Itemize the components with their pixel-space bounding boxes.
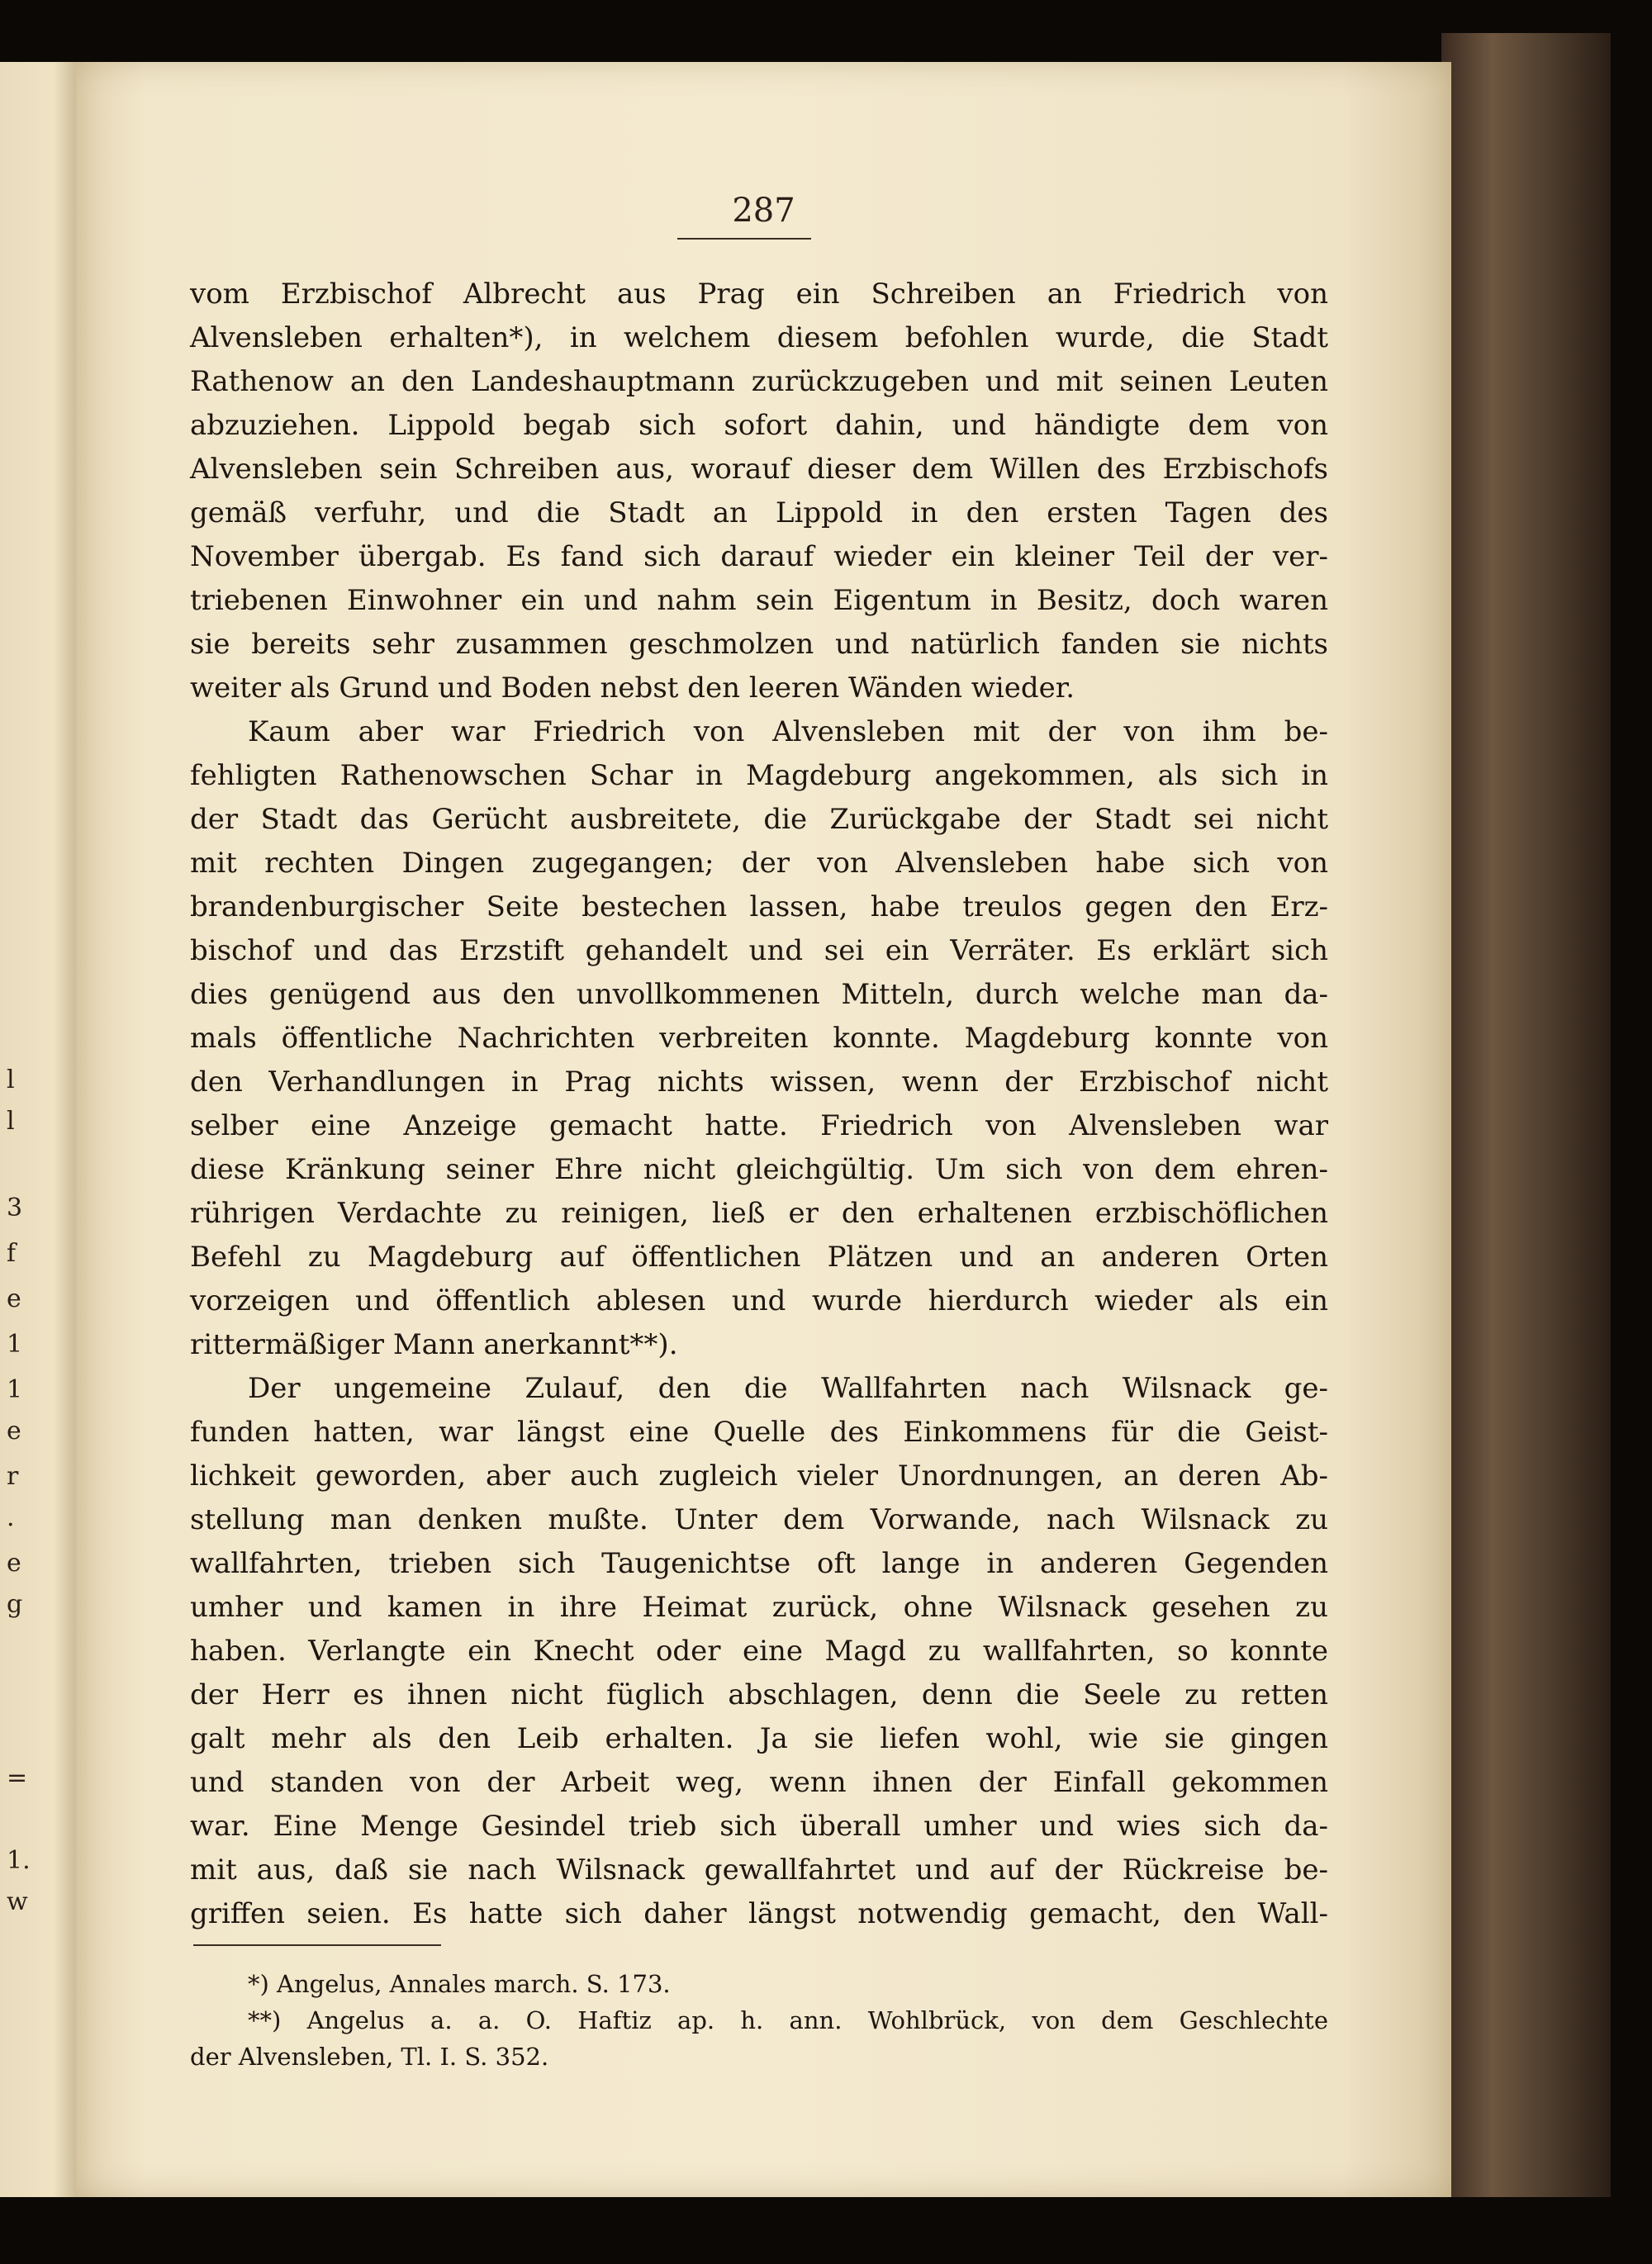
book-spine [1441,33,1611,2197]
text-line: selber eine Anzeige gemacht hatte. Friedrich von Alvensleben war [190,1109,1328,1142]
prev-page-fragment: r [7,1462,19,1491]
text-line: vorzeigen und öffentlich ablesen und wurde hierdurch wieder als ein [190,1284,1328,1317]
footnote-continuation: der Alvensleben, Tl. I. S. 352. [190,2043,549,2071]
text-line: Alvensleben sein Schreiben aus, worauf dieser dem Willen des Erzbischofs [190,453,1328,486]
prev-page-fragment: l [7,1066,15,1094]
prev-page-fragment: e [7,1284,21,1313]
text-line: lichkeit geworden, aber auch zugleich vieler Unordnungen, an deren Ab- [190,1459,1328,1493]
prev-page-fragment: 1. [7,1846,31,1875]
text-line: der Stadt das Gerücht ausbreitete, die Zurückgabe der Stadt sei nicht [190,803,1328,836]
text-line: sie bereits sehr zusammen geschmolzen und natürlich fanden sie nichts [190,628,1328,661]
text-line: der Herr es ihnen nicht füglich abschlagen, denn die Seele zu retten [190,1678,1328,1711]
prev-page-fragment: g [7,1590,23,1619]
prev-page-fragment: 1 [7,1330,23,1359]
text-line: Alvensleben erhalten*), in welchem diesem befohlen wurde, die Stadt [190,321,1328,354]
text-line: rührigen Verdachte zu reinigen, ließ er den erhaltenen erzbischöflichen [190,1197,1328,1230]
text-line: Der ungemeine Zulauf, den die Wallfahrten nach Wilsnack ge- [248,1372,1328,1405]
prev-page-fragment: 3 [7,1194,23,1222]
text-line: griffen seien. Es hatte sich daher längst notwendig gemacht, den Wall- [190,1897,1328,1930]
text-line: diese Kränkung seiner Ehre nicht gleichgültig. Um sich von dem ehren- [190,1153,1328,1186]
book-page [76,62,1451,2197]
text-line: bischof und das Erzstift gehandelt und sei ein Verräter. Es erklärt sich [190,934,1328,967]
text-line: stellung man denken mußte. Unter dem Vorwande, nach Wilsnack zu [190,1503,1328,1536]
text-line: mit rechten Dingen zugegangen; der von Alvensleben habe sich von [190,847,1328,880]
text-line: Kaum aber war Friedrich von Alvensleben mit der von ihm be- [248,715,1328,748]
text-line: triebenen Einwohner ein und nahm sein Eigentum in Besitz, doch waren [190,584,1328,617]
prev-page-fragment: e [7,1549,21,1578]
text-line: brandenburgischer Seite bestechen lassen, habe treulos gegen den Erz- [190,890,1328,923]
text-line: rittermäßiger Mann anerkannt**). [190,1328,678,1361]
body-text [190,273,1328,1936]
text-line: vom Erzbischof Albrecht aus Prag ein Schreiben an Friedrich von [190,278,1328,311]
text-line: und standen von der Arbeit weg, wenn ihnen der Einfall gekommen [190,1766,1328,1799]
page-number: 287 [732,192,795,230]
prev-page-fragment: . [7,1503,15,1532]
text-line: umher und kamen in ihre Heimat zurück, ohne Wilsnack gesehen zu [190,1591,1328,1624]
footnote: **) Angelus a. a. O. Haftiz ap. h. ann. Wohlbrück, von dem Geschlechte [248,2006,1328,2034]
footnote-rule [193,1944,441,1946]
footnote: *) Angelus, Annales march. S. 173. [248,1970,671,1998]
text-line: November übergab. Es fand sich darauf wieder ein kleiner Teil der ver- [190,540,1328,573]
text-line: war. Eine Menge Gesindel trieb sich überall umher und wies sich da- [190,1810,1328,1843]
text-line: dies genügend aus den unvollkommenen Mitteln, durch welche man da- [190,978,1328,1011]
text-line: den Verhandlungen in Prag nichts wissen, wenn der Erzbischof nicht [190,1066,1328,1099]
text-line: mit aus, daß sie nach Wilsnack gewallfahrtet und auf der Rückreise be- [190,1853,1328,1887]
text-line: weiter als Grund und Boden nebst den leeren Wänden wieder. [190,672,1075,705]
text-line: fehligten Rathenowschen Schar in Magdeburg angekommen, als sich in [190,759,1328,792]
text-line: Befehl zu Magdeburg auf öffentlichen Plätzen und an anderen Orten [190,1241,1328,1274]
text-line: Rathenow an den Landeshauptmann zurückzugeben und mit seinen Leuten [190,365,1328,398]
prev-page-fragment: w [7,1887,28,1916]
text-line: wallfahrten, trieben sich Taugenichtse oft lange in anderen Gegenden [190,1547,1328,1580]
text-line: gemäß verfuhr, und die Stadt an Lippold in den ersten Tagen des [190,496,1328,529]
prev-page-fragment: = [7,1763,28,1792]
text-line: funden hatten, war längst eine Quelle des Einkommens für die Geist- [190,1416,1328,1449]
text-line: haben. Verlangte ein Knecht oder eine Magd zu wallfahrten, so konnte [190,1635,1328,1668]
prev-page-fragment: l [7,1107,15,1136]
text-line: mals öffentliche Nachrichten verbreiten konnte. Magdeburg konnte von [190,1022,1328,1055]
prev-page-fragment: e [7,1417,21,1445]
prev-page-fragment: 1 [7,1375,23,1404]
prev-page-fragment: f [7,1239,17,1268]
previous-page-edge [0,62,76,2197]
text-line: abzuziehen. Lippold begab sich sofort dahin, und händigte dem von [190,409,1328,442]
text-line: galt mehr als den Leib erhalten. Ja sie liefen wohl, wie sie gingen [190,1722,1328,1755]
header-rule [677,238,811,240]
footnotes [190,1966,1328,2075]
